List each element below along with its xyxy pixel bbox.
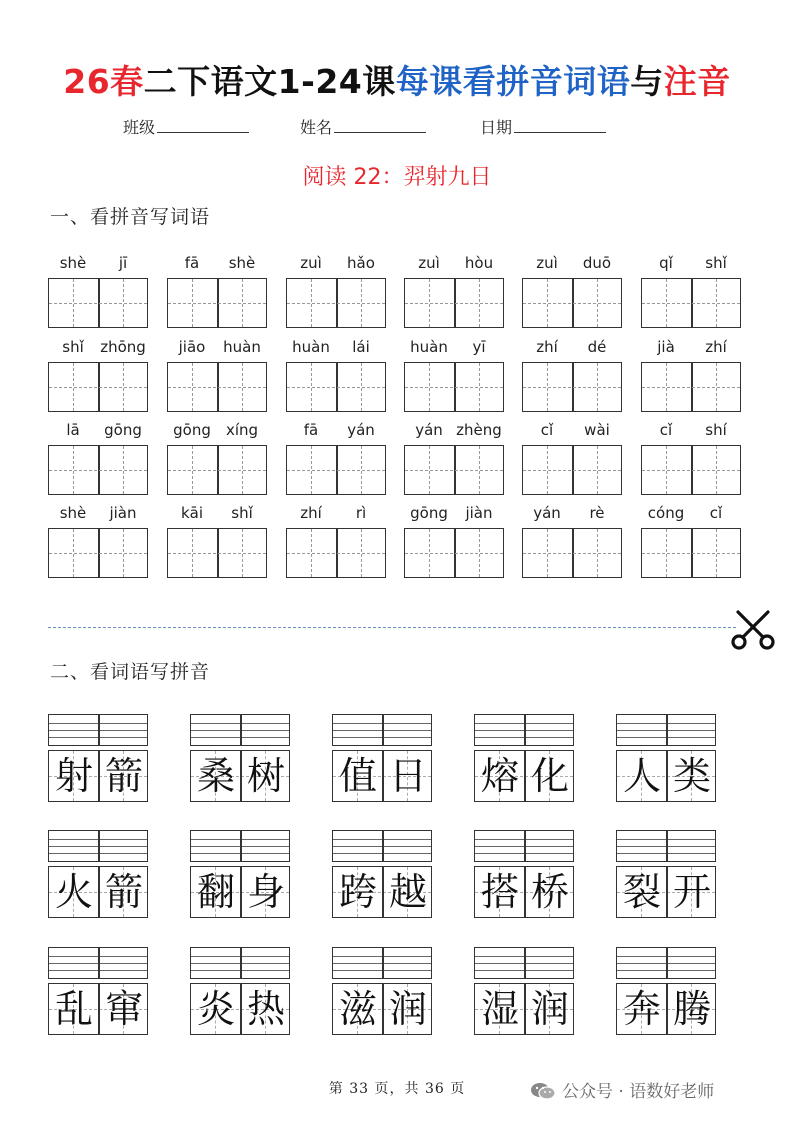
hanzi-character: 箭 <box>104 754 143 798</box>
pinyin-syllable: wài <box>584 421 610 439</box>
class-blank[interactable] <box>157 116 249 133</box>
hanzi-character: 射 <box>54 754 93 798</box>
hanzi-character: 翻 <box>196 870 235 914</box>
pinyin-row <box>48 504 148 524</box>
word-item <box>190 947 290 1035</box>
watermark-text: 公众号 · 语数好老师 <box>562 1082 715 1102</box>
pinyin-row <box>286 338 386 358</box>
pinyin-syllable: zhí <box>536 338 558 356</box>
hanzi-character: 火 <box>54 870 93 914</box>
box-divider <box>382 715 384 745</box>
pinyin-syllable: shǐ <box>231 504 253 522</box>
pinyin-row <box>48 254 148 274</box>
title-part-4: 与 <box>630 62 664 101</box>
pinyin-syllable: zhí <box>300 504 322 522</box>
pinyin-lines[interactable] <box>332 714 432 746</box>
pinyin-syllable: yán <box>533 504 561 522</box>
box-divider <box>240 831 242 861</box>
pinyin-lines[interactable] <box>48 830 148 862</box>
word-item <box>332 830 432 918</box>
guide-line <box>642 470 740 471</box>
pinyin-lines[interactable] <box>474 947 574 979</box>
pinyin-syllable: huàn <box>223 338 261 356</box>
pinyin-row <box>48 421 148 441</box>
pinyin-syllable: hǎo <box>347 254 375 272</box>
hanzi-character: 树 <box>246 754 285 798</box>
pinyin-lines[interactable] <box>190 947 290 979</box>
hanzi-character: 润 <box>530 987 569 1031</box>
pinyin-syllable: jiàn <box>465 504 493 522</box>
pinyin-syllable: cǐ <box>540 421 554 439</box>
box-divider <box>240 715 242 745</box>
hanzi-character: 越 <box>388 870 427 914</box>
title-part-2: 二下语文1-24课 <box>143 62 396 101</box>
pinyin-row <box>167 421 267 441</box>
guide-line <box>168 303 266 304</box>
hanzi-character: 窜 <box>104 987 143 1031</box>
pinyin-lines[interactable] <box>616 947 716 979</box>
pinyin-syllable: cóng <box>647 504 685 522</box>
hanzi-character: 搭 <box>480 870 519 914</box>
character-box <box>190 866 290 918</box>
pinyin-syllable: huàn <box>292 338 330 356</box>
writing-box[interactable] <box>286 528 386 578</box>
character-box <box>48 983 148 1035</box>
hanzi-character: 箭 <box>104 870 143 914</box>
pinyin-syllable: kāi <box>180 504 204 522</box>
hanzi-character: 身 <box>246 870 285 914</box>
character-box <box>332 983 432 1035</box>
date-label: 日期 <box>480 118 513 137</box>
title-part-1: 26春 <box>63 62 144 101</box>
box-divider <box>524 948 526 978</box>
pinyin-lines[interactable] <box>332 830 432 862</box>
pinyin-row <box>286 254 386 274</box>
writing-box[interactable] <box>48 362 148 412</box>
box-divider <box>98 831 100 861</box>
hanzi-character: 炎 <box>196 987 235 1031</box>
writing-box[interactable] <box>522 528 622 578</box>
lesson-title: 阅读 22：羿射九日 <box>302 165 492 190</box>
character-box <box>332 866 432 918</box>
hanzi-character: 跨 <box>338 870 377 914</box>
hanzi-character: 桥 <box>530 870 569 914</box>
hanzi-character: 日 <box>388 754 427 798</box>
writing-box[interactable] <box>641 445 741 495</box>
pinyin-syllable: rè <box>589 504 605 522</box>
pinyin-row <box>48 338 148 358</box>
pinyin-row <box>522 504 622 524</box>
guide-line <box>405 387 503 388</box>
hanzi-character: 乱 <box>54 987 93 1031</box>
wechat-icon <box>530 1082 556 1100</box>
word-item <box>616 714 716 802</box>
guide-line <box>49 387 147 388</box>
writing-box[interactable] <box>167 362 267 412</box>
writing-box[interactable] <box>167 528 267 578</box>
hanzi-character: 值 <box>338 754 377 798</box>
writing-box[interactable] <box>48 528 148 578</box>
pinyin-row <box>286 504 386 524</box>
pinyin-row <box>641 504 741 524</box>
pinyin-lines[interactable] <box>474 714 574 746</box>
guide-line <box>287 553 385 554</box>
hanzi-character: 润 <box>388 987 427 1031</box>
pinyin-syllable: lā <box>66 421 80 439</box>
hanzi-character: 热 <box>246 987 285 1031</box>
pinyin-lines[interactable] <box>616 714 716 746</box>
watermark <box>530 1077 714 1102</box>
writing-box[interactable] <box>404 278 504 328</box>
pinyin-syllable: jiāo <box>178 338 206 356</box>
hanzi-character: 开 <box>672 870 711 914</box>
pinyin-row <box>522 421 622 441</box>
word-item <box>48 714 148 802</box>
box-divider <box>666 715 668 745</box>
writing-box[interactable] <box>641 278 741 328</box>
box-divider <box>382 831 384 861</box>
guide-line <box>405 553 503 554</box>
guide-line <box>168 470 266 471</box>
section1-title: 一、看拼音写词语 <box>50 206 211 228</box>
pinyin-syllable: hòu <box>464 254 494 272</box>
character-box <box>616 983 716 1035</box>
character-box <box>190 750 290 802</box>
word-item <box>190 714 290 802</box>
guide-line <box>642 553 740 554</box>
date-blank[interactable] <box>514 116 606 133</box>
pinyin-row <box>404 254 504 274</box>
pinyin-syllable: yán <box>415 421 443 439</box>
word-item <box>474 947 574 1035</box>
writing-box[interactable] <box>404 528 504 578</box>
cut-line <box>48 627 736 628</box>
word-item <box>332 714 432 802</box>
character-box <box>616 750 716 802</box>
pinyin-lines[interactable] <box>48 714 148 746</box>
pinyin-syllable: fā <box>184 254 200 272</box>
hanzi-character: 腾 <box>672 987 711 1031</box>
pinyin-syllable: huàn <box>410 338 448 356</box>
pinyin-row <box>167 254 267 274</box>
pinyin-lines[interactable] <box>332 947 432 979</box>
pinyin-lines[interactable] <box>190 714 290 746</box>
pinyin-syllable: xíng <box>225 421 259 439</box>
pinyin-syllable: gōng <box>173 421 211 439</box>
box-divider <box>524 831 526 861</box>
hanzi-character: 奔 <box>622 987 661 1031</box>
character-box <box>616 866 716 918</box>
pinyin-syllable: zhōng <box>100 338 146 356</box>
box-divider <box>666 948 668 978</box>
pinyin-syllable: shè <box>59 504 87 522</box>
box-divider <box>98 715 100 745</box>
guide-line <box>405 470 503 471</box>
writing-box[interactable] <box>522 445 622 495</box>
pinyin-syllable: duō <box>582 254 612 272</box>
pinyin-syllable: cǐ <box>709 504 723 522</box>
pinyin-syllable: cǐ <box>659 421 673 439</box>
pinyin-syllable: shǐ <box>62 338 84 356</box>
pinyin-row <box>404 421 504 441</box>
writing-box[interactable] <box>167 445 267 495</box>
hanzi-character: 熔 <box>480 754 519 798</box>
pinyin-syllable: qǐ <box>659 254 673 272</box>
page-number: 第 33 页，共 36 页 <box>328 1081 466 1097</box>
name-field[interactable] <box>300 115 426 138</box>
guide-line <box>49 303 147 304</box>
name-label: 姓名 <box>300 118 333 137</box>
writing-box[interactable] <box>404 362 504 412</box>
pinyin-row <box>286 421 386 441</box>
pinyin-syllable: fā <box>303 421 319 439</box>
guide-line <box>523 470 621 471</box>
word-item <box>332 947 432 1035</box>
pinyin-syllable: shè <box>228 254 256 272</box>
title-part-5: 注音 <box>663 62 731 101</box>
pinyin-row <box>641 254 741 274</box>
pinyin-lines[interactable] <box>48 947 148 979</box>
pinyin-syllable: gōng <box>104 421 142 439</box>
pinyin-row <box>641 421 741 441</box>
scissors-icon <box>730 606 776 652</box>
box-divider <box>524 715 526 745</box>
pinyin-syllable: shǐ <box>705 254 727 272</box>
pinyin-syllable: zuì <box>418 254 440 272</box>
word-item <box>616 947 716 1035</box>
writing-box[interactable] <box>641 362 741 412</box>
date-field[interactable] <box>480 115 606 138</box>
writing-box[interactable] <box>522 362 622 412</box>
pinyin-syllable: zuì <box>300 254 322 272</box>
pinyin-row <box>167 338 267 358</box>
word-item <box>616 830 716 918</box>
pinyin-syllable: jià <box>657 338 675 356</box>
writing-box[interactable] <box>167 278 267 328</box>
guide-line <box>642 387 740 388</box>
pinyin-lines[interactable] <box>190 830 290 862</box>
character-box <box>48 866 148 918</box>
pinyin-syllable: dé <box>587 338 607 356</box>
pinyin-syllable: lái <box>352 338 370 356</box>
writing-box[interactable] <box>286 278 386 328</box>
pinyin-syllable: shè <box>59 254 87 272</box>
guide-line <box>168 553 266 554</box>
writing-box[interactable] <box>286 362 386 412</box>
pinyin-lines[interactable] <box>616 830 716 862</box>
guide-line <box>49 470 147 471</box>
writing-box[interactable] <box>48 445 148 495</box>
pinyin-row <box>404 504 504 524</box>
pinyin-row <box>522 254 622 274</box>
writing-box[interactable] <box>286 445 386 495</box>
character-box <box>474 750 574 802</box>
hanzi-character: 化 <box>530 754 569 798</box>
hanzi-character: 滋 <box>338 987 377 1031</box>
guide-line <box>642 303 740 304</box>
writing-box[interactable] <box>404 445 504 495</box>
box-divider <box>666 831 668 861</box>
class-field[interactable] <box>123 115 249 138</box>
guide-line <box>523 303 621 304</box>
box-divider <box>98 948 100 978</box>
guide-line <box>49 553 147 554</box>
pinyin-row <box>167 504 267 524</box>
guide-line <box>523 553 621 554</box>
page-title <box>0 56 794 103</box>
pinyin-row <box>522 338 622 358</box>
title-part-3: 每课看拼音词语 <box>395 62 631 101</box>
pinyin-syllable: rì <box>355 504 367 522</box>
pinyin-syllable: jiàn <box>109 504 137 522</box>
box-divider <box>382 948 384 978</box>
pinyin-syllable: yán <box>347 421 375 439</box>
writing-box[interactable] <box>641 528 741 578</box>
character-box <box>332 750 432 802</box>
class-label: 班级 <box>123 118 156 137</box>
pinyin-syllable: gōng <box>410 504 448 522</box>
pinyin-syllable: zuì <box>536 254 558 272</box>
pinyin-syllable: shí <box>705 421 727 439</box>
guide-line <box>405 303 503 304</box>
word-item <box>48 830 148 918</box>
pinyin-syllable: zhí <box>705 338 727 356</box>
hanzi-character: 裂 <box>622 870 661 914</box>
word-item <box>474 830 574 918</box>
guide-line <box>168 387 266 388</box>
pinyin-syllable: yī <box>472 338 486 356</box>
hanzi-character: 类 <box>672 754 711 798</box>
character-box <box>474 866 574 918</box>
character-box <box>190 983 290 1035</box>
word-item <box>190 830 290 918</box>
word-item <box>474 714 574 802</box>
hanzi-character: 桑 <box>196 754 235 798</box>
guide-line <box>287 387 385 388</box>
name-blank[interactable] <box>334 116 426 133</box>
pinyin-row <box>404 338 504 358</box>
pinyin-syllable: zhèng <box>456 421 502 439</box>
pinyin-syllable: jī <box>118 254 128 272</box>
guide-line <box>287 470 385 471</box>
writing-box[interactable] <box>522 278 622 328</box>
character-box <box>48 750 148 802</box>
guide-line <box>287 303 385 304</box>
hanzi-character: 湿 <box>480 987 519 1031</box>
word-item <box>48 947 148 1035</box>
writing-box[interactable] <box>48 278 148 328</box>
hanzi-character: 人 <box>622 754 661 798</box>
character-box <box>474 983 574 1035</box>
pinyin-row <box>641 338 741 358</box>
section2-title: 二、看词语写拼音 <box>50 661 211 683</box>
box-divider <box>240 948 242 978</box>
pinyin-lines[interactable] <box>474 830 574 862</box>
guide-line <box>523 387 621 388</box>
